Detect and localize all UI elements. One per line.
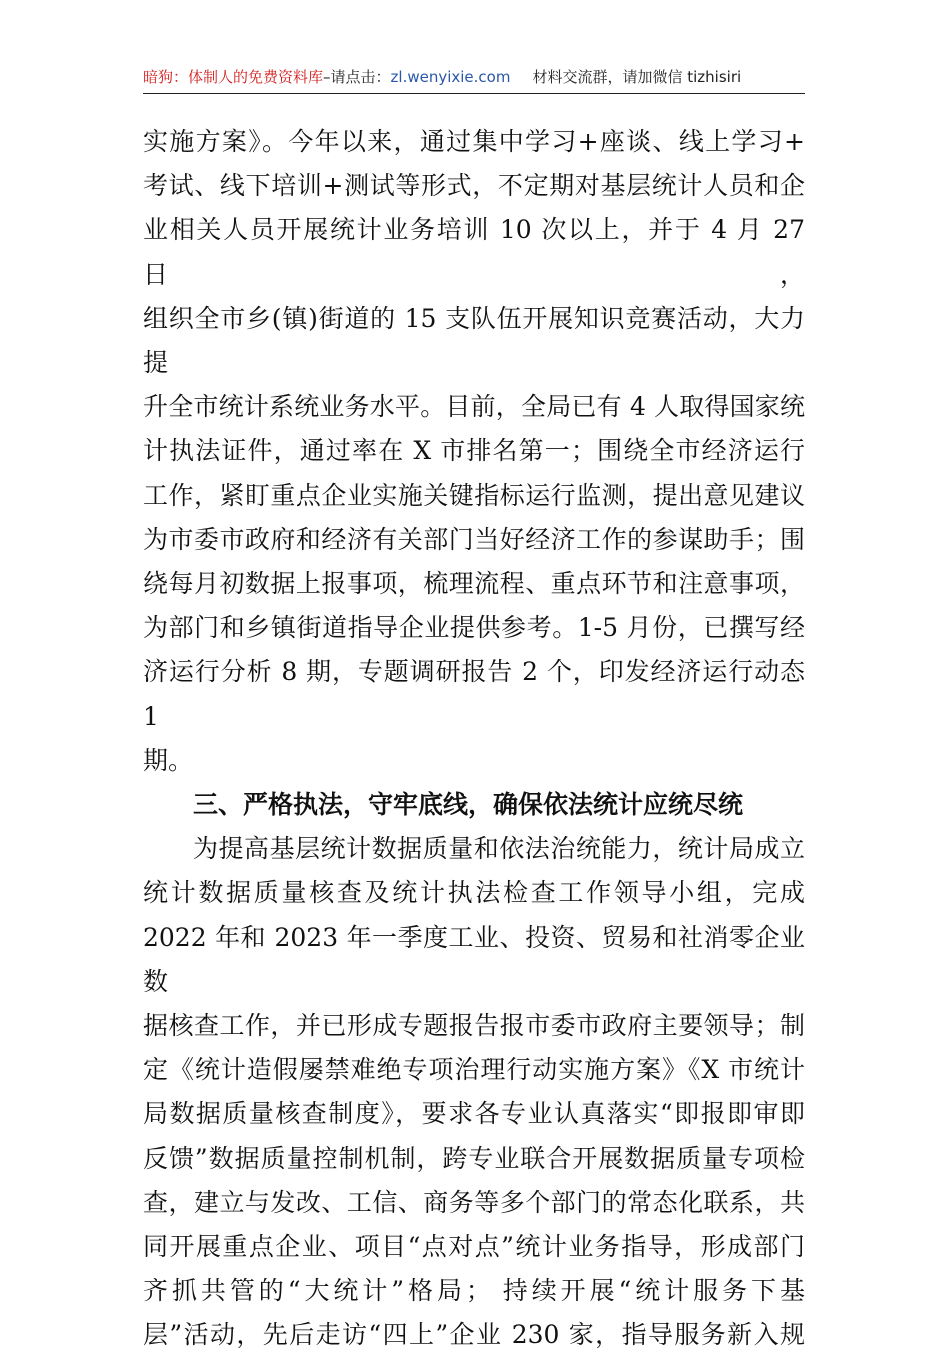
text-line: 层”活动，先后走访“四上”企业 230 家，指导服务新入规: [143, 1320, 805, 1350]
paragraph-enforcement: [143, 827, 805, 1357]
text-line: 计执法证件，通过率在 X 市排名第一；围绕全市经济运行: [143, 436, 805, 466]
text-line: 局数据质量核查制度》，要求各专业认真落实“即报即审即: [143, 1099, 805, 1129]
text-line: 组织全市乡(镇)街道的 15 支队伍开展知识竞赛活动，大力提: [143, 303, 805, 378]
text-line: 统计数据质量核查及统计执法检查工作领导小组，完成: [143, 878, 805, 908]
text-line: 业相关人员开展统计业务培训 10 次以上，并于 4 月 27 日，: [143, 215, 805, 289]
site-name: 暗狗：体制人的免费资料库: [143, 68, 324, 86]
text-line: 为市委市政府和经济有关部门当好经济工作的参谋助手；围: [143, 524, 805, 554]
text-line: 工作，紧盯重点企业实施关键指标运行监测，提出意见建议: [143, 480, 805, 510]
site-link[interactable]: zl.wenyixie.com: [390, 68, 511, 86]
document-body: [143, 120, 805, 1358]
section-heading: 三、严格执法，守牢底线，确保依法统计应统尽统: [193, 790, 744, 820]
text-line: 绕每月初数据上报事项，梳理流程、重点环节和注意事项，: [143, 569, 805, 599]
paragraph-training: [143, 120, 805, 783]
click-prompt: –请点击：: [323, 68, 391, 86]
text-line: 期。: [143, 745, 194, 775]
header-divider: [143, 93, 805, 94]
text-line: 考试、线下培训+测试等形式，不定期对基层统计人员和企: [143, 171, 805, 201]
text-line: 济运行分析 8 期，专题调研报告 2 个，印发经济运行动态 1: [143, 657, 805, 731]
text-line: 同开展重点企业、项目“点对点”统计业务指导，形成部门: [143, 1232, 805, 1262]
text-line: 定《统计造假屡禁难绝专项治理行动实施方案》《X 市统计: [143, 1055, 805, 1085]
text-line: 实施方案》。今年以来，通过集中学习+座谈、线上学习+: [143, 127, 805, 156]
wechat-group-note: 材料交流群，请加微信 tizhisiri: [532, 68, 742, 86]
text-line: 为提高基层统计数据质量和依法治统能力，统计局成立: [193, 834, 805, 864]
text-line: 据核查工作，并已形成专题报告报市委市政府主要领导；制: [143, 1011, 805, 1041]
text-line: 2022 年和 2023 年一季度工业、投资、贸易和社消零企业数: [143, 922, 805, 996]
text-line: 查，建立与发改、工信、商务等多个部门的常态化联系，共: [143, 1187, 805, 1217]
text-line: 齐抓共管的“大统计”格局； 持续开展“统计服务下基: [143, 1276, 805, 1306]
text-line: 反馈”数据质量控制机制，跨专业联合开展数据质量专项检: [143, 1143, 805, 1173]
page-header: [143, 66, 805, 88]
text-line: 为部门和乡镇街道指导企业提供参考。1-5 月份，已撰写经: [143, 613, 805, 643]
text-line: 升全市统计系统业务水平。目前，全局已有 4 人取得国家统: [143, 392, 805, 422]
